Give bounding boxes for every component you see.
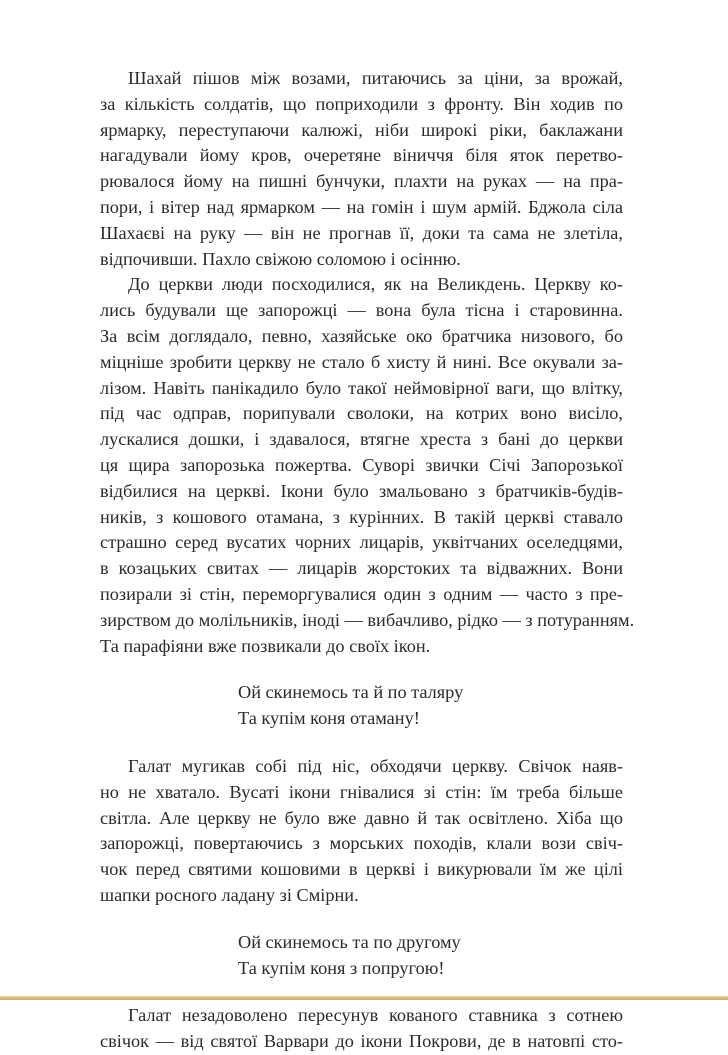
text-line: пори, і вітер над ярмарком — на гомін і шум армій. Бджола сіла [100, 196, 623, 217]
text-line: нагадували йому кров, очеретяне віниччя біля яток перетво- [100, 145, 623, 166]
text-line: світла. Але церкву не було вже давно й так освітлено. Хіба що [100, 807, 623, 828]
verse-line: Ой скинемось та по другому [238, 931, 461, 952]
text-line: Шахай пішов між возами, питаючись за ціни, за врожай, [128, 68, 623, 88]
spacer [100, 732, 623, 754]
page-text [100, 66, 635, 1055]
paragraph [100, 754, 623, 909]
text-line: свічок — від святої Варвари до ікони Покрови, де в натовпі сто- [100, 1031, 623, 1052]
text-line: За всім доглядало, певно, хазяйське око братчика низового, бо [100, 325, 623, 346]
text-line: шапки росного ладану зі Смірни. [100, 884, 359, 905]
text-line: відбилися на церкві. Ікони було змальовано з братчиків-будів- [100, 480, 623, 501]
text-line: лись будували ще запорожці — вона була тісна і старовинна. [100, 300, 623, 321]
text-line: відпочивши. Пахло свіжою соломою і осінню. [100, 248, 461, 269]
verse-line: Та купім коня з попругою! [238, 957, 445, 978]
spacer [100, 659, 623, 680]
verse-line: Ой скинемось та й по таляру [238, 682, 464, 703]
text-line: Галат мугикав собі під ніс, обходячи церкву. Свічок наяв- [128, 755, 623, 776]
text-line: позирали зі стін, переморгувалися один з одним — часто з пре- [100, 583, 623, 604]
text-line: зирством до молільників, іноді — вибачливо, рідко — з потуранням. [100, 609, 635, 630]
text-line: Та парафіяни вже позвикали до своїх ікон. [100, 635, 431, 656]
paragraph [100, 1003, 623, 1055]
verse-line: Та купім коня отаману! [238, 708, 420, 729]
text-line: До церкви люди посходилися, як на Великдень. Церкву ко- [128, 274, 623, 295]
text-line: чок перед святими кошовими в церкві і викурювали їм же цілі [100, 859, 623, 880]
text-line: запорожці, повертаючись з морських походів, клали вози свіч- [100, 833, 623, 854]
text-line: ця щира запорозька пожертва. Суворі звички Січі Запорозької [100, 454, 623, 475]
text-line: Галат незадоволено пересунув кованого ставника з сотнею [128, 1005, 623, 1026]
text-line: міцніше зробити церкву не стало б хисту й нині. Все окували за- [100, 351, 623, 372]
verse [100, 930, 623, 982]
text-line: ярмарку, переступаючи калюжі, ніби широкі ріки, баклажани [100, 119, 623, 140]
text-line: в козацьких свитах — лицарів жорстоких та відважних. Вони [100, 558, 623, 579]
text-line: ників, з кошового отамана, з курінних. В такій церкві ставало [100, 506, 623, 527]
page-bottom-edge [0, 996, 728, 1000]
text-line: лізом. Навіть панікадило було такої неймовірної ваги, що влітку, [100, 377, 623, 398]
text-line: рювалося йому на пишні бунчуки, плахти на руках — на пра- [100, 171, 623, 192]
text-line: но не хватало. Вусаті ікони гнівалися зі стін: їм треба більше [100, 781, 623, 802]
paragraph [100, 66, 623, 272]
paragraph [100, 272, 635, 659]
text-line: лускалися дошки, і здавалося, втягне хреста з бані до церкви [100, 429, 623, 450]
text-line: Шахаєві на руку — він не прогнав її, доки та сама не злетіла, [100, 222, 623, 243]
text-line: під час одправ, порипували сволоки, на котрих воно висіло, [100, 403, 623, 424]
verse [100, 680, 623, 732]
spacer [100, 909, 623, 930]
text-line: за кількість солдатів, що поприходили з фронту. Він ходив по [100, 93, 623, 114]
text-line: страшно серед вусатих чорних лицарів, уквітчаних оселедцями, [100, 532, 623, 553]
